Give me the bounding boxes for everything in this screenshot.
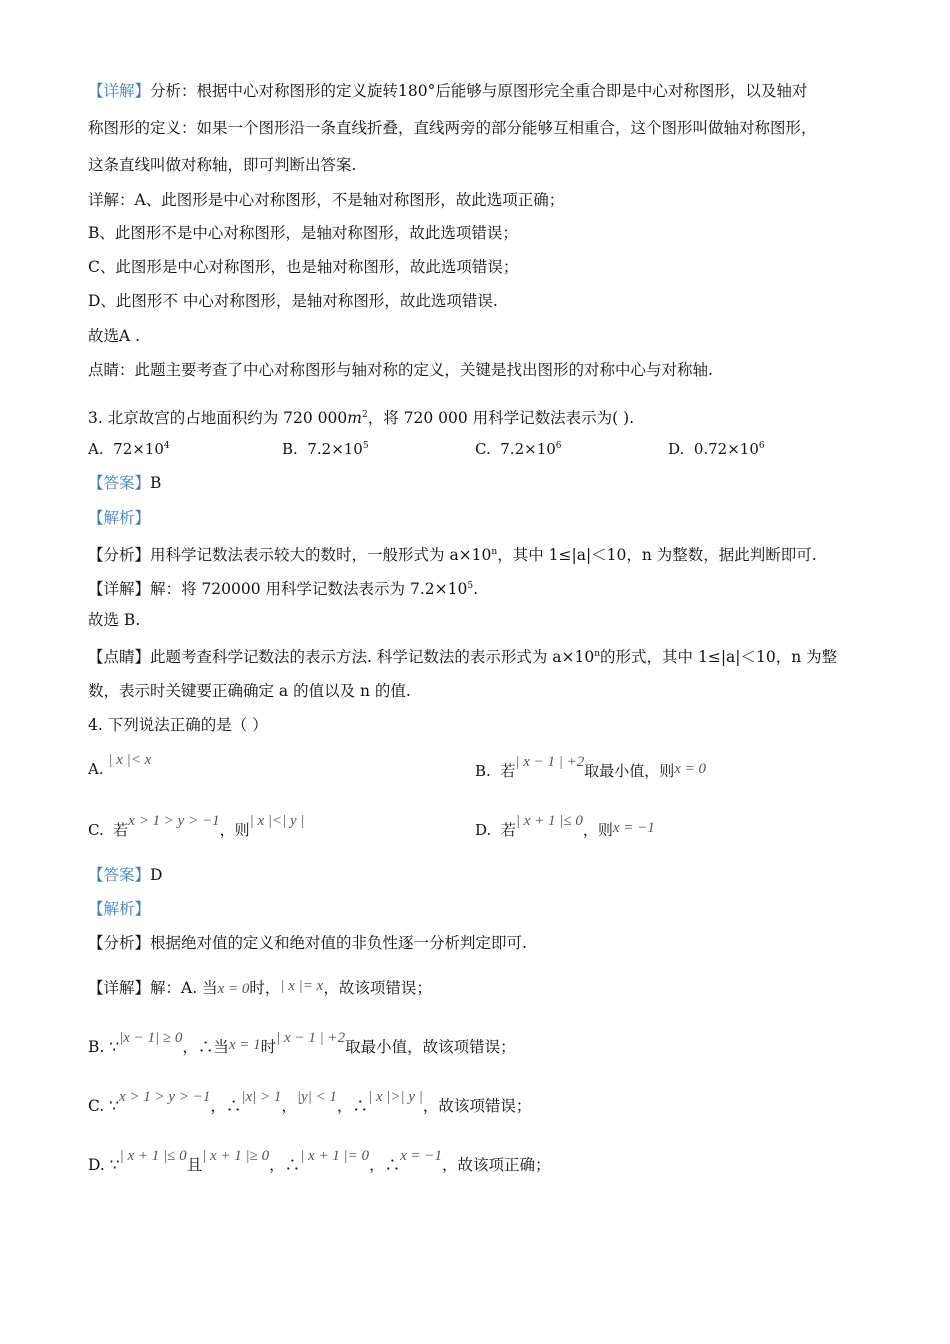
xb-math-1: |x − 1| ≥ 0 (119, 1030, 183, 1046)
fenxi-text: 根据绝对值的定义和绝对值的非负性逐一分析判定即可. (150, 934, 527, 952)
dianjing-tag: 【点睛】 (88, 648, 151, 667)
option-ruo: 若 (113, 821, 129, 839)
option-math-2: x = 0 (674, 761, 707, 777)
q2-line-3: 这条直线叫做对称轴，即可判断出答案. (88, 156, 357, 174)
xb-math-2: x = 1 (228, 1037, 261, 1053)
q2-line-6: C、此图形是中心对称图形，也是轴对称图形，故此选项错误； (88, 258, 519, 276)
q4-option-b (475, 754, 707, 781)
q2-text-1: 分析：根据中心对称图形的定义旋转180°后能够与原图形完全重合即是中心对称图形，以及轴对 (150, 82, 808, 100)
option-value: 0.72×10 (693, 440, 759, 458)
dianjing-b: 的形式，其中 1≤|a|＜10，n 为整 (600, 648, 838, 667)
xc-math-4: | x |>| y | (367, 1089, 423, 1105)
xc-text-4: ，∴ (336, 1097, 368, 1115)
xiangjie-b: . (473, 580, 478, 599)
option-letter: C. (88, 821, 104, 839)
option-exp: 5 (362, 441, 369, 451)
xa-text-2: 时， (249, 979, 281, 997)
q3-dianjing (88, 643, 837, 668)
q4-jiexi (88, 898, 150, 920)
xb-text-1: B. ∵ (88, 1038, 120, 1056)
option-letter: C. (475, 440, 491, 458)
xd-text-1: D. ∵ (88, 1156, 120, 1174)
fenxi-b: ，其中 1≤|a|＜10，n 为整数，据此判断即可. (497, 546, 817, 565)
q3-answer (88, 472, 161, 494)
q3-dianjing-2: 数，表示时关键要正确确定 a 的值以及 n 的值. (88, 682, 411, 700)
dianjing-a: 此题考查科学记数法的表示方法. 科学记数法的表示形式为 a×10 (150, 648, 595, 667)
q4-option-d (475, 813, 655, 840)
xc-math-2: |x| > 1 (241, 1089, 282, 1105)
option-math: | x |< x (108, 752, 152, 768)
option-letter: A. (88, 760, 104, 778)
option-letter: D. (668, 440, 685, 458)
option-ruo: 若 (500, 821, 516, 839)
xiangjie-tag: 【详解】 (88, 580, 151, 599)
xc-text-3: ， (281, 1097, 297, 1115)
option-math-2: | x |<| y | (249, 813, 305, 829)
answer-value: D (150, 866, 163, 884)
option-text: ，则 (582, 821, 613, 839)
xd-math-1: | x + 1 |≤ 0 (119, 1148, 187, 1164)
option-math-1: | x + 1 |≤ 0 (515, 813, 583, 829)
answer-tag: 【答案】 (88, 866, 151, 884)
q3-guxuan: 故选 B. (88, 611, 141, 629)
q2-line-9: 点睛：此题主要考查了中心对称图形与轴对称的定义，关键是找出图形的对称中心与对称轴. (88, 361, 713, 379)
xa-math-1: x = 0 (217, 981, 250, 997)
xd-math-2: | x + 1 |≥ 0 (202, 1148, 270, 1164)
xa-text-1: 解：A. 当 (150, 979, 218, 997)
q4-xiangjie-d (88, 1148, 551, 1177)
q3-xiangjie (88, 575, 478, 600)
fenxi-a: 用科学记数法表示较大的数时，一般形式为 a×10 (150, 546, 492, 565)
q3-fenxi (88, 541, 817, 566)
xd-text-3: ，∴ (269, 1156, 301, 1174)
xd-math-3: | x + 1 |= 0 (300, 1148, 370, 1164)
option-letter: D. (475, 821, 492, 839)
jiexi-tag: 【解析】 (88, 509, 151, 527)
option-text: 取最小值，则 (584, 762, 675, 780)
answer-value: B (150, 474, 162, 492)
option-ruo: 若 (500, 762, 516, 780)
q2-line-1 (88, 80, 807, 102)
q3-stem-b: ，将 720 000 用科学记数法表示为( ). (367, 409, 635, 428)
option-math-1: | x − 1 | +2 (515, 754, 585, 770)
q3-jiexi (88, 507, 150, 529)
option-letter: A. (88, 440, 104, 458)
xiangjie-tag: 【详解】 (88, 82, 151, 100)
option-math-1: x > 1 > y > −1 (128, 813, 220, 829)
q2-line-5: B、此图形不是中心对称图形，是轴对称图形，故此选项错误； (88, 224, 518, 242)
xd-text-4: ，∴ (369, 1156, 401, 1174)
xc-math-3: |y| < 1 (296, 1089, 337, 1105)
q4-answer (88, 864, 162, 886)
xc-text-2: ，∴ (210, 1097, 242, 1115)
q2-line-8: 故选A . (88, 327, 141, 345)
xb-text-3: 时 (260, 1038, 277, 1056)
q3-option-c (475, 440, 562, 458)
fenxi-tag: 【分析】 (88, 546, 151, 565)
q4-xiangjie-a (88, 977, 432, 1000)
option-value: 72×10 (113, 440, 164, 458)
option-exp: 4 (163, 441, 170, 451)
jiexi-tag: 【解析】 (88, 900, 151, 918)
q3-unit: m (347, 409, 362, 428)
q4-option-c (88, 813, 305, 840)
q4-fenxi (88, 932, 527, 954)
xd-text-5: ，故该项正确； (441, 1156, 551, 1174)
option-letter: B. (282, 440, 298, 458)
dianjing-exp: n (594, 649, 601, 659)
q3-option-d (668, 440, 765, 458)
q4-option-a (88, 752, 152, 779)
xa-math-2: | x |= x (280, 978, 324, 994)
xb-text-2: ，∴当 (182, 1038, 229, 1056)
xc-text-1: C. ∵ (88, 1097, 120, 1115)
q2-line-2: 称图形的定义：如果一个图形沿一条直线折叠，直线两旁的部分能够互相重合，这个图形叫做轴对称图形， (88, 119, 817, 137)
q3-unit-exp: 2 (361, 410, 368, 420)
xd-text-2: 且 (186, 1156, 203, 1174)
q2-line-4: 详解：A、此图形是中心对称图形，不是轴对称图形，故此选项正确； (88, 191, 565, 209)
option-exp: 6 (555, 441, 562, 451)
q3-option-a (88, 440, 170, 458)
xiangjie-exp: 5 (467, 581, 474, 591)
fenxi-exp: n (491, 547, 498, 557)
option-value: 7.2×10 (500, 440, 556, 458)
option-letter: B. (475, 762, 491, 780)
q4-stem: 4. 下列说法正确的是（ ） (88, 716, 268, 734)
option-value: 7.2×10 (307, 440, 363, 458)
xa-text-3: ，故该项错误； (323, 979, 432, 997)
xiangjie-tag: 【详解】 (88, 979, 151, 997)
fenxi-tag: 【分析】 (88, 934, 151, 952)
q3-stem (88, 404, 634, 429)
q4-xiangjie-b (88, 1030, 516, 1059)
option-text: ，则 (219, 821, 250, 839)
xb-math-3: | x − 1 | +2 (276, 1030, 346, 1046)
q4-xiangjie-c (88, 1089, 532, 1118)
answer-tag: 【答案】 (88, 474, 151, 492)
xc-text-5: ，故该项错误； (422, 1097, 532, 1115)
q3-stem-a: 3. 北京故宫的占地面积约为 720 000 (88, 409, 348, 428)
q2-line-7: D、此图形不 中心对称图形，是轴对称图形，故此选项错误. (88, 292, 498, 310)
xb-text-4: 取最小值，故该项错误； (345, 1038, 516, 1056)
option-exp: 6 (758, 441, 765, 451)
q3-option-b (282, 440, 369, 458)
xiangjie-a: 解：将 720000 用科学记数法表示为 7.2×10 (150, 580, 468, 599)
xd-math-4: x = −1 (400, 1148, 442, 1164)
xc-math-1: x > 1 > y > −1 (119, 1089, 211, 1105)
option-math-2: x = −1 (612, 820, 655, 836)
